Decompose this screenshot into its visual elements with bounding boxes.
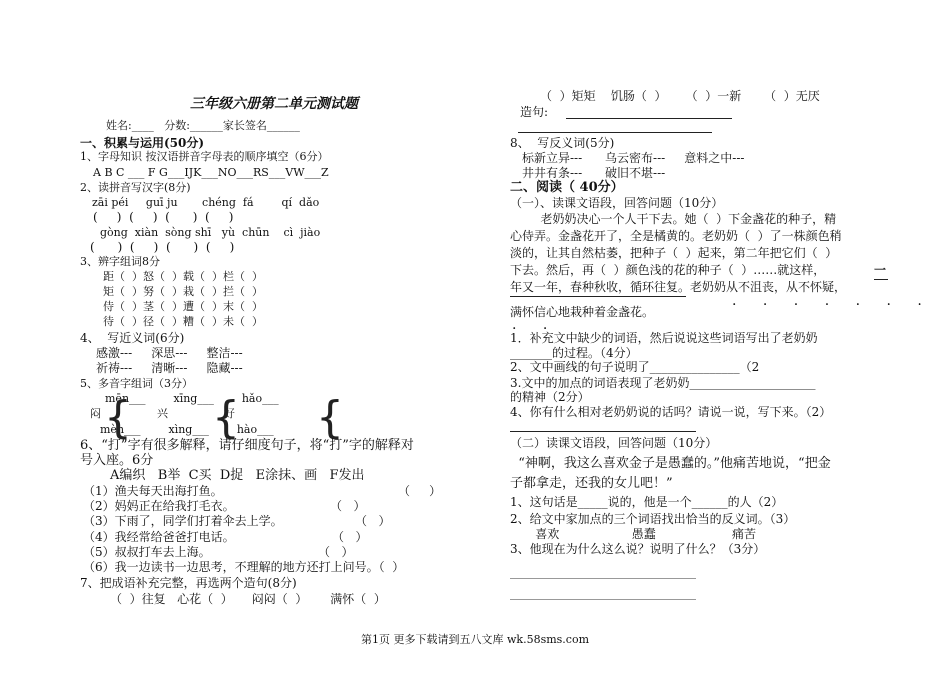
passage-2-line: “神啊，我这么喜欢金子是愚蠢的。”他痛苦地说，“把金 [510, 456, 831, 471]
q8-prompt: 8、 写反义词(5分) [510, 136, 615, 150]
passage-2-line: 子都拿走，还我的女儿吧！” [510, 476, 673, 491]
section-1-heading: 一、积累与运用(50分) [80, 136, 205, 150]
answer-parens: （ ） [318, 545, 354, 559]
passage-1-line: 下去。然后，再（ ）颜色浅的花的种子（ ）……就这样， [510, 263, 826, 277]
passage-1-line: 淡的，让其自然枯萎，把种子（ ）起来，第二年把它们（ ） [510, 246, 838, 260]
q2-answer-row-1: ( ) ( ) ( ) ( ) [93, 210, 234, 224]
answer-parens: （ ） [330, 499, 366, 513]
page-title: 三年级六册第二单元测试题 [190, 96, 358, 112]
p1-q1: 1．补充文中缺少的词语，然后说说这些词语写出了老奶奶 [510, 331, 818, 345]
q6-options: A编织 B举 C买 D捉 E涂抹、画 F发出 [110, 468, 365, 483]
passage-2-heading: （二）读课文语段，回答问题（10分） [510, 436, 718, 450]
p2-q3: 3、他现在为什么这么说？说明了什么？（3分） [510, 542, 766, 556]
q6-item: （3）下雨了，同学们打着伞去上学。 [83, 514, 283, 528]
passage-1-line: 老奶奶决心一个人干下去。她（ ）下金盏花的种子，精 [510, 212, 837, 226]
answer-line [510, 599, 696, 600]
answer-parens: （ ） [355, 514, 391, 528]
q7-prompt: 7、把成语补充完整，再选两个造句(8分) [80, 576, 297, 590]
emphasis-dots: . . . . . . . [732, 293, 933, 309]
q6-item: （5）叔叔打车去上海。 [83, 545, 211, 559]
q4-row-2: 祈祷--- 清晰--- 隐藏--- [96, 361, 243, 375]
p1-q2: 2、文中画线的句子说明了_______________（2 [510, 360, 760, 374]
q3-row: 矩（ ）努（ ）栽（ ）拦（ ） [103, 285, 263, 298]
brace-mark: { [316, 392, 344, 443]
p2-antonym-words: 喜欢 愚蠢 痛苦 [520, 527, 757, 541]
q6-item: （2）妈妈正在给我打毛衣。 [83, 499, 235, 513]
q5-pinyin-top: mēn___ xīng___ hǎo___ [105, 392, 279, 405]
p1-q3-cont: 的精神（2分） [510, 390, 590, 404]
passage-1-heading: （一）、读课文语段，回答问题（10分） [510, 196, 724, 210]
passage-1-line: 年又一年，春种秋收，循环往复。老奶奶从不沮丧，从不怀疑， [510, 280, 847, 294]
q2-pinyin-row-2: gòng xiàn sòng shī yù chūn cì jiào [100, 226, 321, 239]
q6-item: （1）渔夫每天出海打鱼。 [83, 484, 223, 498]
q1-alphabet-blanks: A B C ___ F G___IJK___NO___RS___VW___Z [93, 166, 329, 179]
q7-idioms-cont: （ ）矩矩 饥肠（ ） （ ）一新 （ ）无厌 [540, 89, 820, 103]
p2-q1: 1、这句话是_____说的，他是一个______的人（2） [510, 495, 784, 509]
answer-parens: （ ） [398, 484, 442, 498]
p1-q1-cont: _______的过程。（4分） [510, 346, 638, 360]
q2-pinyin-row-1: zāi péi guī ju chéng fá qí dǎo [92, 196, 320, 209]
q6-item: （4）我经常给爸爸打电话。 [83, 530, 235, 544]
q4-row-1: 感激--- 深思--- 整洁--- [96, 346, 243, 360]
q3-row: 距（ ）怒（ ）载（ ）栏（ ） [103, 270, 263, 283]
q5-pinyin-bottom: mèn___ xìng___ hào___ [100, 423, 274, 436]
answer-line [510, 578, 696, 579]
p1-q4: 4、你有什么相对老奶奶说的话吗？请说一说，写下来。（2） [510, 405, 832, 419]
q2-answer-row-2: ( ) ( ) ( ) ( ) [90, 240, 235, 254]
emphasis-dots: . . [512, 317, 559, 333]
q1-prompt: 1、字母知识 按汉语拼音字母表的顺序填空（6分） [80, 150, 329, 163]
q4-prompt: 4、 写近义词(6分) [80, 331, 185, 345]
q3-row: 侍（ ）茎（ ）遭（ ）末（ ） [103, 300, 263, 313]
q5-prompt: 5、多音字组词（3分） [80, 377, 193, 390]
q7-idioms: （ ）往复 心花（ ） 闷闷（ ） 满怀（ ） [110, 592, 386, 606]
passage-1-line: 心侍弄。金盏花开了，全是橘黄的。老奶奶（ ）了一株颜色稍 [510, 229, 842, 243]
answer-parens: （ ） [332, 530, 368, 544]
q8-row-1: 标新立异--- 乌云密布--- 意料之中--- [522, 151, 745, 165]
q8-row-2: 井井有条--- 破旧不堪--- [522, 166, 666, 180]
q2-prompt: 2、读拼音写汉字(8分) [80, 181, 191, 194]
p2-q2: 2、给文中家加点的三个词语找出恰当的反义词。（3） [510, 512, 796, 526]
q6-item: （6）我一边读书一边思考，不理解的地方还打上问号。（ ） [83, 560, 405, 574]
brace-mark: { [212, 392, 240, 443]
student-info-line: 姓名:____ 分数:______家长签名______ [106, 119, 300, 132]
q5-characters: 闷 兴 好 [90, 407, 235, 420]
p1-q3: 3.文中的加点的词语表现了老奶奶_____________________ [510, 376, 816, 390]
page-footer: 第1页 更多下载请到五八文库 wk.58sms.com [361, 633, 589, 646]
section-2-heading: 二、阅读（ 40分） [510, 180, 624, 195]
q7-make-sentence: 造句: [520, 105, 549, 119]
q3-prompt: 3、辨字组词8分 [80, 255, 160, 268]
underline-mark [874, 279, 888, 280]
sentence-line [566, 118, 732, 119]
q3-row: 待（ ）径（ ）糟（ ）未（ ） [103, 315, 263, 328]
q6-prompt: 6、“打”字有很多解释，请仔细度句子，将“打”字的解释对 [80, 438, 414, 453]
q6-prompt-cont: 号入座。6分 [80, 453, 154, 468]
passage-1-line-end-char: 一 [874, 263, 887, 277]
underline-mark [510, 296, 686, 297]
answer-line [510, 431, 696, 432]
passage-1-line: 满怀信心地栽种着金盏花。 [510, 305, 655, 319]
sentence-line [518, 132, 712, 133]
brace-mark: { [104, 392, 132, 443]
